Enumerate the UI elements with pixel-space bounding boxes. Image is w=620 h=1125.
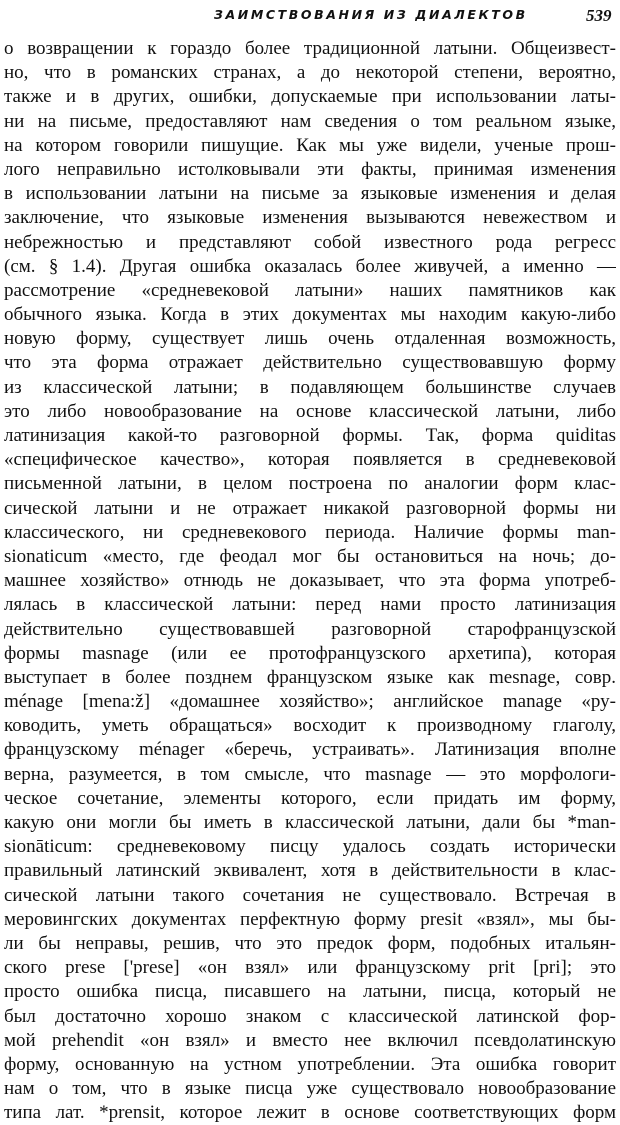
text-line: что эта форма отражает действительно существовавшую форму	[4, 352, 616, 374]
text-line: формы masnage (или ее протофранцузского архетипа), которая	[4, 642, 616, 664]
text-line: выступает в более позднем французском языке как mesnage, совр.	[4, 666, 616, 688]
text-line: форму, основанную на устном употреблении. Эта ошибка говорит	[4, 1053, 616, 1075]
text-line: классического, ни средневекового периода. Наличие формы man-	[4, 521, 616, 543]
text-line: ческое сочетание, элементы которого, если придать им форму,	[4, 787, 616, 809]
text-line: лялась в классической латыни: перед нами просто латинизация	[4, 594, 616, 616]
text-line: рассмотрение «средневековой латыни» наших памятников как	[4, 279, 616, 301]
text-line: нам о том, что в языке писца уже существовало новообразование	[4, 1078, 616, 1100]
text-line: сической латыни и не отражает никакой разговорной формы ни	[4, 497, 616, 519]
text-line: в использовании латыни на письме за языковые изменения и делая	[4, 183, 616, 205]
text-line: действительно существовавшей разговорной старофранцузской	[4, 618, 616, 640]
text-line: правильный латинский эквивалент, хотя в действительности в клас-	[4, 860, 616, 882]
text-line: был достаточно хорошо знаком с классической латинской фор-	[4, 1005, 616, 1027]
text-line: но, что в романских странах, а до некоторой степени, вероятно,	[4, 62, 616, 84]
text-line: на котором говорили пишущие. Как мы уже видели, ученые прош-	[4, 134, 616, 156]
text-line: это либо новообразование на основе классической латыни, либо	[4, 400, 616, 422]
text-line: латинизация какой-то разговорной формы. Так, форма quiditas	[4, 425, 616, 446]
text-line: просто ошибка писца, писавшего на латыни, писца, который не	[4, 981, 616, 1003]
text-line: sionaticum «место, где феодал мог бы остановиться на ночь; до-	[4, 545, 616, 567]
text-line: ского prese ['prese] «он взял» или французскому prit [pri]; это	[4, 957, 616, 979]
text-line: французскому ménager «беречь, устраивать». Латинизация вполне	[4, 739, 616, 761]
text-line: машнее хозяйство» отнюдь не доказывает, что эта форма употреб-	[4, 570, 616, 592]
text-line: ли бы неправы, решив, что это предок форм, подобных итальян-	[4, 932, 616, 954]
text-line: ménage [mena:ž] «домашнее хозяйство»; английское manage «ру-	[4, 691, 616, 713]
text-line: типа лат. *prensit, которое лежит в основе соответствующих форм	[4, 1102, 616, 1124]
text-line: новую форму, существует лишь очень отдаленная возможность,	[4, 328, 616, 350]
text-line: мой prehendit «он взял» и вместо нее включил псевдолатинскую	[4, 1029, 616, 1051]
text-line: заключение, что языковые изменения вызываются невежеством и	[4, 207, 616, 229]
text-line: сической латыни такого сочетания не существовало. Встречая в	[4, 884, 616, 906]
running-title: ЗАИМСТВОВАНИЯ ИЗ ДИАЛЕКТОВ	[214, 7, 528, 22]
body-text	[4, 37, 616, 1125]
text-line: sionāticum: средневековому писцу удалось создать исторически	[4, 836, 616, 858]
text-line: обычного языка. Когда в этих документах мы находим какую-либо	[4, 304, 616, 326]
text-line: письменной латыни, в целом построена по аналогии форм клас-	[4, 473, 616, 495]
text-line: из классической латыни; в подавляющем большинстве случаев	[4, 376, 616, 398]
text-line: какую они могли бы иметь в классической латыни, дали бы *man-	[4, 812, 616, 833]
text-line: (см. § 1.4). Другая ошибка оказалась более живучей, а именно —	[4, 255, 616, 277]
text-line: о возвращении к гораздо более традиционной латыни. Общеизвест-	[4, 38, 616, 59]
page-header	[0, 6, 620, 30]
text-line: верна, разумеется, в том смысле, что masnage — это морфологи-	[4, 763, 616, 785]
page-number: 539	[586, 6, 612, 25]
text-line: ководить, уметь обращаться» восходит к производному глаголу,	[4, 715, 616, 737]
text-line: небрежностью и представляют собой известного рода регресс	[4, 231, 616, 253]
text-line: «специфическое качество», которая появляется в средневековой	[4, 449, 616, 471]
text-line: лого неправильно истолковывали эти факты, принимая изменения	[4, 158, 616, 180]
text-line: ни на письме, предоставляют нам сведения о том реальном языке,	[4, 110, 616, 132]
text-line: меровингских документах перфектную форму presit «взял», мы бы-	[4, 908, 616, 930]
text-line: также и в других, ошибки, допускаемые при использовании латы-	[4, 86, 616, 108]
